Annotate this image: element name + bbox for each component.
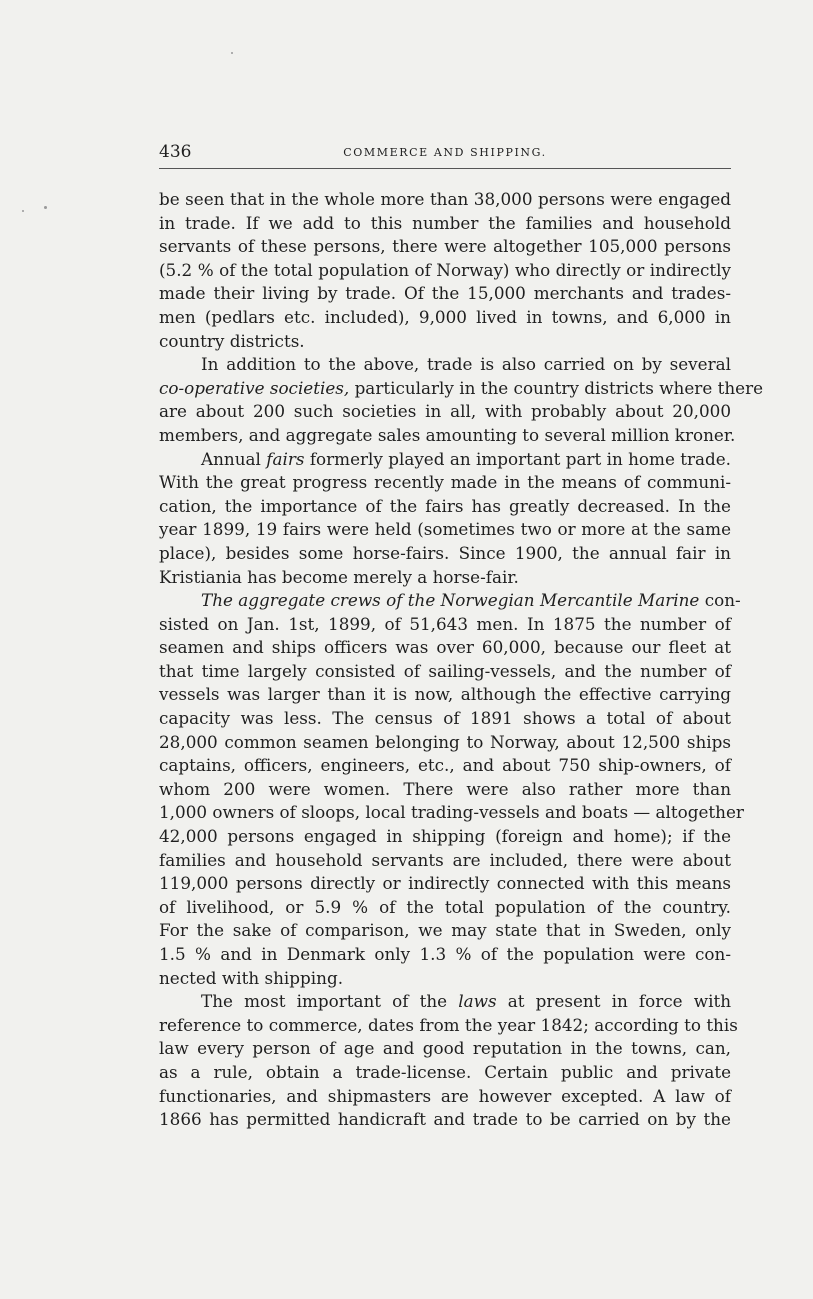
paragraph-first-line <box>159 990 731 1014</box>
text-segment: con- <box>699 590 741 611</box>
text-line <box>159 377 764 401</box>
text-segment: servants of these persons, there were altogether 105,000 persons <box>159 236 731 257</box>
text-segment: as a rule, obtain a trade-license. Certain public and private <box>159 1061 731 1082</box>
text-line <box>159 849 731 873</box>
text-line <box>159 1061 731 1085</box>
text-segment: 1866 has permitted handicraft and trade to be carried on by the <box>159 1109 731 1130</box>
italic-phrase: fairs <box>266 448 305 469</box>
text-segment: seamen and ships officers was over 60,000, because our fleet at <box>159 637 731 658</box>
text-line <box>159 306 731 330</box>
text-line <box>159 683 731 707</box>
text-segment: cation, the importance of the fairs has greatly decreased. In the <box>159 495 731 516</box>
paragraph-first-line <box>159 448 731 472</box>
text-line <box>159 872 731 896</box>
text-line <box>159 1085 731 1109</box>
text-segment: in trade. If we add to this number the families and household <box>159 212 731 233</box>
text-segment: country districts. <box>159 330 305 351</box>
text-line <box>159 1108 731 1132</box>
paper-speck <box>231 52 233 54</box>
text-line <box>159 825 731 849</box>
text-line <box>159 400 731 424</box>
text-segment: Kristiania has become merely a horse-fair. <box>159 566 519 587</box>
text-line <box>159 943 731 967</box>
text-segment: place), besides some horse-fairs. Since 1900, the annual fair in <box>159 542 731 563</box>
paper-speck <box>44 206 47 209</box>
text-segment: men (pedlars etc. included), 9,000 lived in towns, and 6,000 in <box>159 306 731 327</box>
text-segment: 1.5 % and in Denmark only 1.3 % of the population were con- <box>159 944 731 964</box>
text-segment: year 1899, 19 fairs were held (sometimes two or more at the same <box>159 519 731 540</box>
text-segment: of livelihood, or 5.9 % of the total population of the country. <box>159 896 731 917</box>
text-line <box>159 801 744 825</box>
text-line <box>159 424 736 448</box>
text-line <box>159 778 731 802</box>
text-segment: captains, officers, engineers, etc., and about 750 ship-owners, of <box>159 755 731 776</box>
text-segment: particularly in the country districts where there <box>349 377 764 398</box>
text-segment: at present in force with <box>496 991 731 1012</box>
text-segment: are about 200 such societies in all, with probably about 20,000 <box>159 401 731 422</box>
text-line <box>159 919 731 943</box>
text-segment: members, and aggregate sales amounting to several million kroner. <box>159 424 736 445</box>
text-segment: reference to commerce, dates from the year 1842; according to this <box>159 1014 738 1035</box>
text-line <box>159 707 731 731</box>
text-line <box>159 518 731 542</box>
running-title: COMMERCE AND SHIPPING. <box>343 146 547 159</box>
text-line <box>159 896 731 920</box>
text-segment: 42,000 persons engaged in shipping (foreign and home); if the <box>159 826 731 847</box>
text-segment: vessels was larger than it is now, although the effective carrying <box>159 684 731 705</box>
text-line <box>159 495 731 519</box>
text-segment: capacity was less. The census of 1891 shows a total of about <box>159 708 731 729</box>
text-segment: sisted on Jan. 1st, 1899, of 51,643 men. In 1875 the number of <box>159 613 731 634</box>
text-segment: formerly played an important part in home trade. <box>304 448 731 469</box>
text-line <box>159 613 731 637</box>
text-segment: made their living by trade. Of the 15,000 merchants and trades- <box>159 283 731 304</box>
text-segment: that time largely consisted of sailing-vessels, and the number of <box>159 660 731 681</box>
text-segment: 1,000 owners of sloops, local trading-vessels and boats — altogether <box>159 802 744 823</box>
text-line <box>159 1037 731 1061</box>
paragraph-first-line <box>159 353 731 377</box>
text-segment: whom 200 were women. There were also rather more than <box>159 778 731 799</box>
text-segment: (5.2 % of the total population of Norway) who directly or indirectly <box>159 259 731 280</box>
italic-phrase: co-operative societies, <box>159 377 350 398</box>
text-line <box>159 660 731 684</box>
paper-speck <box>22 210 24 212</box>
text-line <box>159 967 731 991</box>
text-line <box>159 636 731 660</box>
text-line <box>159 282 731 306</box>
text-line <box>159 566 731 590</box>
text-line <box>159 542 731 566</box>
text-segment: The most important of the <box>201 991 459 1012</box>
text-segment: 28,000 common seamen belonging to Norway, about 12,500 ships <box>159 731 731 752</box>
text-segment: 119,000 persons directly or indirectly connected with this means <box>159 873 731 894</box>
text-segment: functionaries, and shipmasters are however excepted. A law of <box>159 1085 731 1106</box>
italic-phrase: The aggregate crews of the Norwegian Mercantile Marine <box>201 590 700 611</box>
page-header <box>159 142 731 169</box>
text-segment: be seen that in the whole more than 38,000 persons were engaged <box>159 189 731 209</box>
text-line <box>159 188 731 212</box>
italic-phrase: laws <box>458 991 497 1012</box>
paragraph-first-line <box>159 589 741 613</box>
body-text <box>159 188 764 1132</box>
text-line <box>159 1014 738 1038</box>
text-line <box>159 259 731 283</box>
text-segment: families and household servants are included, there were about <box>159 849 731 870</box>
text-line <box>159 212 731 236</box>
page-number: 436 <box>159 142 192 162</box>
text-segment: For the sake of comparison, we may state that in Sweden, only <box>159 920 731 941</box>
text-line <box>159 471 731 495</box>
text-segment: Annual <box>201 448 267 469</box>
text-line <box>159 235 731 259</box>
text-segment: law every person of age and good reputation in the towns, can, <box>159 1038 731 1059</box>
text-segment: With the great progress recently made in the means of communi- <box>159 472 731 493</box>
text-segment: In addition to the above, trade is also carried on by several <box>201 354 731 375</box>
text-line <box>159 754 731 778</box>
text-line <box>159 731 731 755</box>
text-segment: nected with shipping. <box>159 967 344 988</box>
text-line <box>159 330 731 354</box>
